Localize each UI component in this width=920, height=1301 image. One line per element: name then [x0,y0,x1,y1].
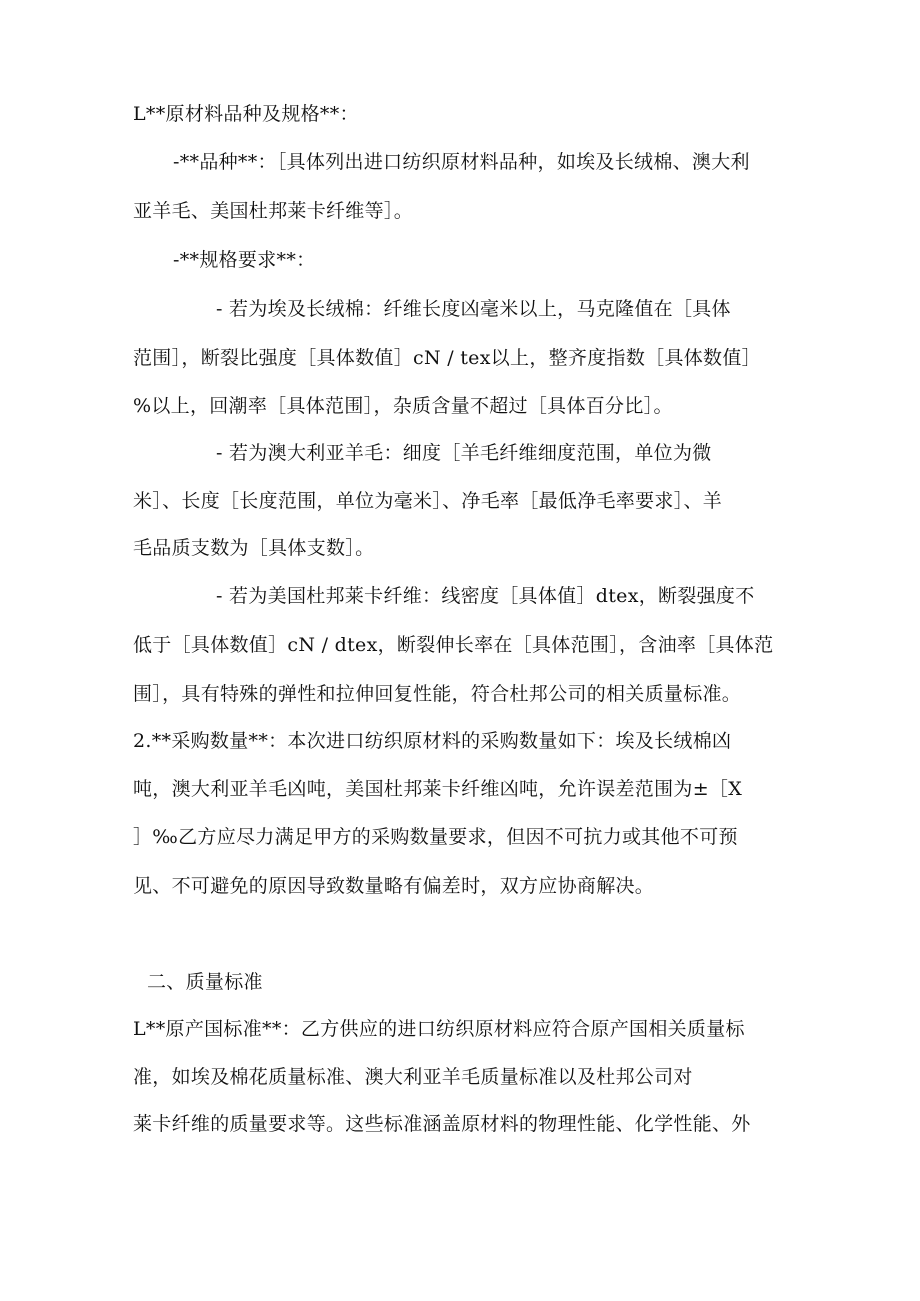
section-title-material-specs: L**原材料品种及规格**： [133,103,359,125]
purchase-quantity-line-1: 2.**采购数量**：本次进口纺织原材料的采购数量如下：埃及长绒棉凶 [133,730,732,752]
variety-line-2: 亚羊毛、美国杜邦莱卡纤维等］。 [133,200,414,222]
australia-wool-line-1: - 若为澳大利亚羊毛：细度［羊毛纤维细度范围，单位为微 [216,442,712,464]
egypt-cotton-line-1: - 若为埃及长绒棉：纤维长度凶毫米以上，马克隆值在［具体 [216,298,731,320]
purchase-quantity-line-3: ］‰乙方应尽力满足甲方的采购数量要求，但因不可抗力或其他不可预 [133,826,738,848]
egypt-cotton-line-2: 范围］，断裂比强度［具体数值］cN / tex以上，整齐度指数［具体数值］ [133,347,761,369]
australia-wool-line-3: 毛品质支数为［具体支数］。 [133,537,375,559]
australia-wool-line-2: 米］、长度［长度范围，单位为毫米］、净毛率［最低净毛率要求］、羊 [133,490,723,512]
spec-requirements-title: -**规格要求**： [173,249,316,271]
lycra-line-1: - 若为美国杜邦莱卡纤维：线密度［具体值］dtex，断裂强度不 [216,585,755,607]
origin-standard-line-1: L**原产国标准**：乙方供应的进口纺织原材料应符合原产国相关质量标 [133,1018,745,1040]
purchase-quantity-line-2: 吨，澳大利亚羊毛凶吨，美国杜邦莱卡纤维凶吨，允许误差范围为±［X [133,778,743,800]
origin-standard-line-3: 莱卡纤维的质量要求等。这些标准涵盖原材料的物理性能、化学性能、外 [133,1113,751,1135]
purchase-quantity-line-4: 见、不可避免的原因导致数量略有偏差时，双方应协商解决。 [133,875,655,897]
variety-line-1: -**品种**：［具体列出进口纺织原材料品种，如埃及长绒棉、澳大利 [173,151,750,173]
origin-standard-line-2: 准，如埃及棉花质量标准、澳大利亚羊毛质量标准以及杜邦公司对 [133,1066,693,1088]
lycra-line-2: 低于［具体数值］cN / dtex，断裂伸长率在［具体范围］，含油率［具体范 [133,634,774,656]
lycra-line-3: 围］，具有特殊的弹性和拉伸回复性能，符合杜邦公司的相关质量标准。 [133,683,742,705]
egypt-cotton-line-3: %以上，回潮率［具体范围］，杂质含量不超过［具体百分比］。 [133,395,673,417]
section-heading-quality-standards: 二、质量标准 [147,971,263,993]
